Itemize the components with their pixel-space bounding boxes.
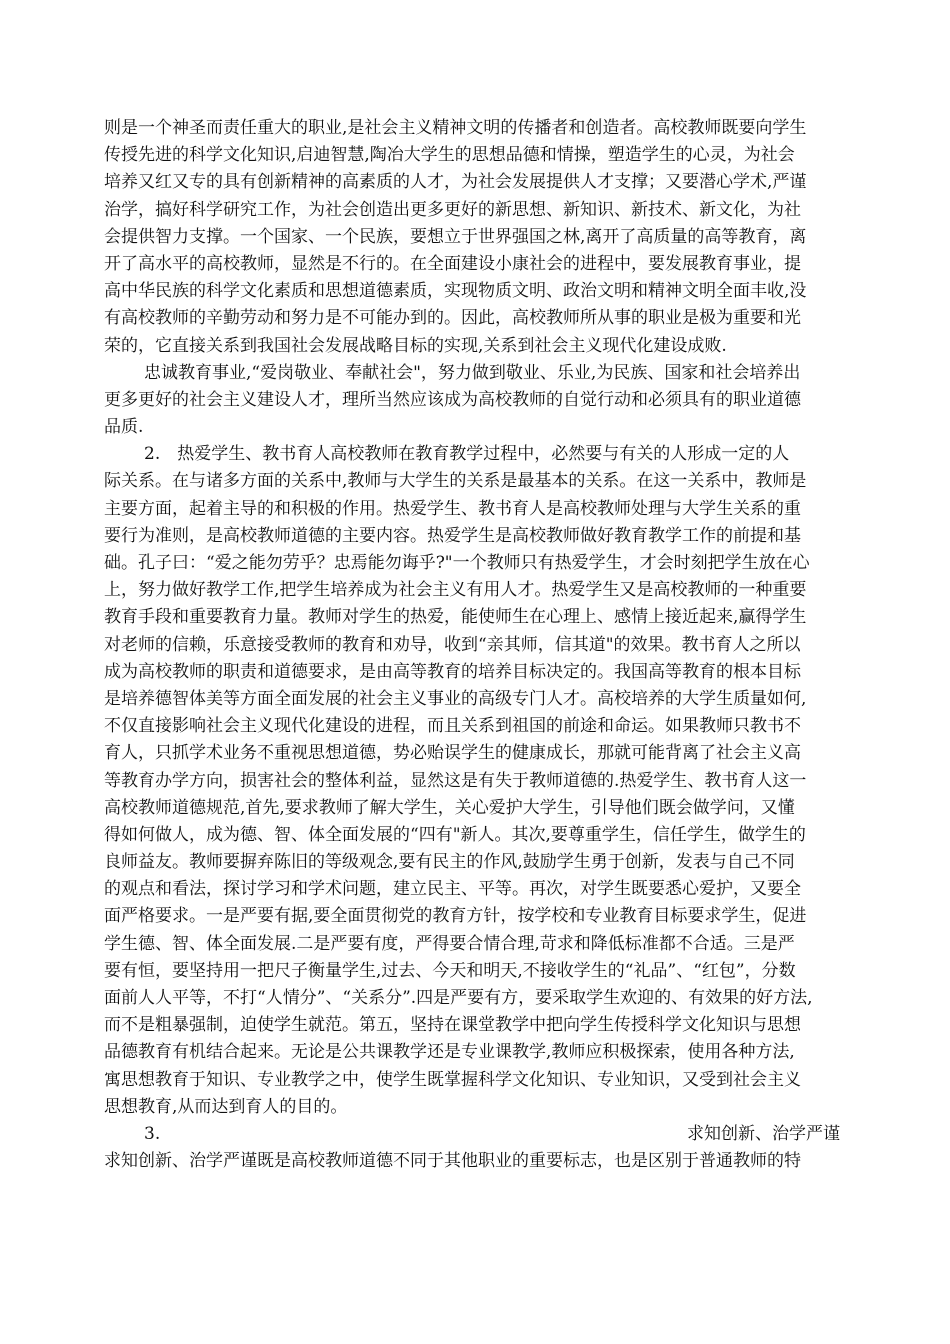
paragraph-line: 不仅直接影响社会主义现代化建设的进程，而且关系到祖国的前途和命运。如果教师只教书不	[104, 716, 801, 737]
paragraph-line: 高中华民族的科学文化素质和思想道德素质，实现物质文明、政治文明和精神文明全面丰收,没	[104, 281, 807, 302]
paragraph-line: 更多更好的社会主义建设人才，理所当然应该成为高校教师的自觉行动和必须具有的职业道德	[104, 389, 801, 410]
paragraph-line: 面严格要求。一是严要有据,要全面贯彻党的教育方针，按学校和专业教育目标要求学生，促进	[104, 906, 807, 927]
document-page	[104, 115, 848, 1175]
paragraph-line: 传授先进的科学文化知识,启迪智慧,陶冶大学生的思想品德和情操，塑造学生的心灵，为社会	[104, 145, 795, 166]
paragraph-line: 学生德、智、体全面发展.二是严要有度，严得要合情合理,苛求和降低标准都不合适。三是严	[104, 933, 795, 954]
paragraph-line: 高校教师道德规范,首先,要求教师了解大学生，关心爱护大学生，引导他们既会做学问，又懂	[104, 797, 795, 818]
paragraph-line: 治学，搞好科学研究工作，为社会创造出更多更好的新思想、新知识、新技术、新文化，为社	[104, 199, 801, 220]
paragraph-line: 荣的，它直接关系到我国社会发展战略目标的实现,关系到社会主义现代化建设成败.	[104, 335, 727, 356]
paragraph-line: 主要方面，起着主导的和积极的作用。热爱学生、教书育人是高校教师处理与大学生关系的重	[104, 498, 801, 519]
paragraph-3	[104, 441, 848, 1121]
paragraph-line: 教育手段和重要教育力量。教师对学生的热爱，能使师生在心理上、感情上接近起来,赢得学生	[104, 607, 807, 628]
paragraph-2	[104, 360, 848, 442]
paragraph-line: 思想教育,从而达到育人的目的。	[104, 1096, 348, 1117]
paragraph-line: 得如何做人，成为德、智、体全面发展的“四有"新人。其次,要尊重学生，信任学生，做学生的	[104, 824, 806, 845]
paragraph-line: 品德教育有机结合起来。无论是公共课教学还是专业课教学,教师应积极探索，使用各种方法,	[104, 1042, 795, 1063]
paragraph-line: 忠诚教育事业,“爱岗敬业、奉献社会"，努力做到敬业、乐业,为民族、国家和社会培养出	[144, 362, 801, 383]
paragraph-line: 等教育办学方向，损害社会的整体利益，显然这是有失于教师道德的.热爱学生、教书育人这一	[104, 770, 807, 791]
paragraph-1	[104, 115, 848, 360]
paragraph-line: 寓思想教育于知识、专业教学之中，使学生既掌握科学文化知识、专业知识，又受到社会主义	[104, 1069, 801, 1090]
paragraph-line: 品质.	[104, 417, 144, 438]
paragraph-line: 育人，只抓学术业务不重视思想道德，势必贻误学生的健康成长，那就可能背离了社会主义高	[104, 743, 801, 764]
paragraph-line: 求知创新、治学严谨既是高校教师道德不同于其他职业的重要标志，也是区别于普通教师的特	[104, 1151, 801, 1172]
paragraph-line: 有高校教师的辛勤劳动和努力是不可能办到的。因此，高校教师所从事的职业是极为重要和光	[104, 308, 801, 329]
section-number: 3.	[144, 1123, 161, 1144]
paragraph-line: 良师益友。教师要摒弃陈旧的等级观念,要有民主的作风,鼓励学生勇于创新，发表与自己不同	[104, 852, 795, 873]
paragraph-line: 开了高水平的高校教师，显然是不行的。在全面建设小康社会的进程中，要发展教育事业，提	[104, 253, 801, 274]
paragraph-line: 对老师的信赖，乐意接受教师的教育和劝导，收到“亲其师，信其道"的效果。教书育人之所以	[104, 634, 801, 655]
paragraph-line: 是培养德智体美等方面全面发展的社会主义事业的高级专门人才。高校培养的大学生质量如何,	[104, 688, 807, 709]
paragraph-line: 要有恒，要坚持用一把尺子衡量学生,过去、今天和明天,不接收学生的“礼品”、“红包”，分数	[104, 960, 796, 981]
section-heading: 求知创新、治学严谨	[687, 1123, 840, 1144]
paragraph-line: 培养又红又专的具有创新精神的高素质的人才，为社会发展提供人才支撑；又要潜心学术,严谨	[104, 172, 807, 193]
paragraph-line: 2. 热爱学生、教书育人高校教师在教育教学过程中，必然要与有关的人形成一定的人	[144, 444, 790, 465]
paragraph-line: 要行为准则，是高校教师道德的主要内容。热爱学生是高校教师做好教育教学工作的前提和基	[104, 525, 801, 546]
paragraph-4	[104, 1121, 848, 1175]
paragraph-line: 而不是粗暴强制，迫使学生就范。第五，坚持在课堂教学中把向学生传授科学文化知识与思想	[104, 1015, 801, 1036]
paragraph-line: 面前人人平等，不打“人情分”、“关系分”.四是严要有方，要采取学生欢迎的、有效果的好方法,	[104, 988, 813, 1008]
paragraph-line: 上，努力做好教学工作,把学生培养成为社会主义有用人才。热爱学生又是高校教师的一种重要	[104, 580, 807, 601]
paragraph-line: 会提供智力支撑。一个国家、一个民族，要想立于世界强国之林,离开了高质量的高等教育，离	[104, 226, 807, 247]
paragraph-line: 际关系。在与诸多方面的关系中,教师与大学生的关系是最基本的关系。在这一关系中，教师是	[104, 471, 807, 492]
paragraph-line: 成为高校教师的职责和道德要求，是由高等教育的培养目标决定的。我国高等教育的根本目标	[104, 661, 801, 682]
section-heading-line	[104, 1121, 848, 1148]
paragraph-line: 则是一个神圣而责任重大的职业,是社会主义精神文明的传播者和创造者。高校教师既要向学生	[104, 118, 807, 138]
paragraph-line: 础。孔子曰：“爱之能勿劳乎？忠焉能勿诲乎?"一个教师只有热爱学生，才会时刻把学生放在心	[104, 553, 810, 573]
paragraph-line: 的观点和看法，探讨学习和学术问题，建立民主、平等。再次，对学生既要悉心爱护，又要全	[104, 879, 801, 900]
